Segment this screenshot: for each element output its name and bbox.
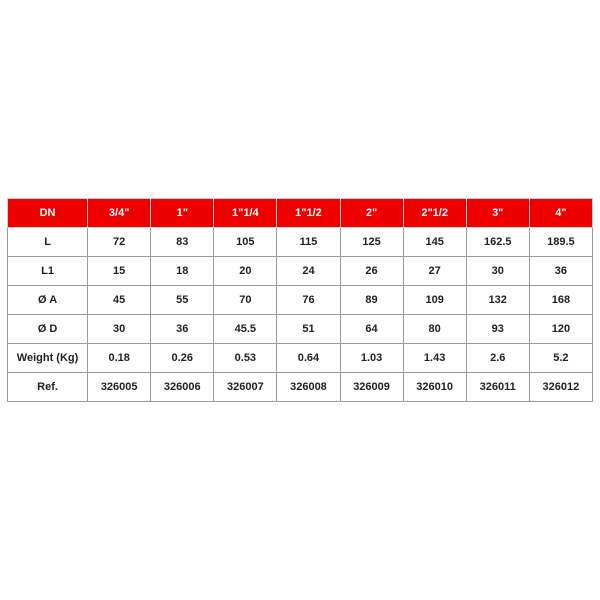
table-cell: 36 <box>151 315 214 344</box>
table-cell: 45 <box>88 286 151 315</box>
table-body <box>8 228 593 402</box>
table-cell: 145 <box>403 228 466 257</box>
table-cell: 26 <box>340 257 403 286</box>
table-cell: 326007 <box>214 373 277 402</box>
table-row-diameter-d <box>8 315 593 344</box>
table-cell: 326006 <box>151 373 214 402</box>
table-cell: 1.03 <box>340 344 403 373</box>
table-cell: 326009 <box>340 373 403 402</box>
row-label: L1 <box>8 257 88 286</box>
row-label: Ø D <box>8 315 88 344</box>
table-cell: 109 <box>403 286 466 315</box>
table-header <box>8 199 593 228</box>
table-cell: 27 <box>403 257 466 286</box>
table-row-l1 <box>8 257 593 286</box>
header-cell: 3" <box>466 199 529 228</box>
table-cell: 189.5 <box>529 228 592 257</box>
table-cell: 326010 <box>403 373 466 402</box>
table-cell: 30 <box>466 257 529 286</box>
spec-table <box>7 198 593 402</box>
header-cell: 4" <box>529 199 592 228</box>
table-cell: 30 <box>88 315 151 344</box>
table-cell: 64 <box>340 315 403 344</box>
header-cell: 1"1/4 <box>214 199 277 228</box>
row-label: L <box>8 228 88 257</box>
table-cell: 0.53 <box>214 344 277 373</box>
row-label: Ø A <box>8 286 88 315</box>
table-cell: 132 <box>466 286 529 315</box>
table-cell: 20 <box>214 257 277 286</box>
table-cell: 120 <box>529 315 592 344</box>
header-cell: 2" <box>340 199 403 228</box>
table-cell: 326011 <box>466 373 529 402</box>
table-cell: 2.6 <box>466 344 529 373</box>
table-cell: 72 <box>88 228 151 257</box>
header-cell: 1"1/2 <box>277 199 340 228</box>
table-cell: 93 <box>466 315 529 344</box>
table-row-ref <box>8 373 593 402</box>
table-cell: 115 <box>277 228 340 257</box>
table-cell: 70 <box>214 286 277 315</box>
table-cell: 51 <box>277 315 340 344</box>
table-cell: 326008 <box>277 373 340 402</box>
table-cell: 1.43 <box>403 344 466 373</box>
header-cell: 2"1/2 <box>403 199 466 228</box>
header-cell: 3/4" <box>88 199 151 228</box>
table-cell: 0.18 <box>88 344 151 373</box>
table-cell: 24 <box>277 257 340 286</box>
table-cell: 89 <box>340 286 403 315</box>
table-cell: 80 <box>403 315 466 344</box>
table-cell: 162.5 <box>466 228 529 257</box>
table-cell: 45.5 <box>214 315 277 344</box>
table-cell: 105 <box>214 228 277 257</box>
table-row-weight <box>8 344 593 373</box>
table-cell: 55 <box>151 286 214 315</box>
table-cell: 326005 <box>88 373 151 402</box>
table-cell: 0.64 <box>277 344 340 373</box>
header-cell: 1" <box>151 199 214 228</box>
row-label: Ref. <box>8 373 88 402</box>
table-cell: 76 <box>277 286 340 315</box>
table-cell: 168 <box>529 286 592 315</box>
table-cell: 5.2 <box>529 344 592 373</box>
table-cell: 0.26 <box>151 344 214 373</box>
table-row-l <box>8 228 593 257</box>
table-cell: 18 <box>151 257 214 286</box>
header-cell-dn: DN <box>8 199 88 228</box>
header-row <box>8 199 593 228</box>
row-label: Weight (Kg) <box>8 344 88 373</box>
table-cell: 15 <box>88 257 151 286</box>
table-row-diameter-a <box>8 286 593 315</box>
table-cell: 125 <box>340 228 403 257</box>
table-cell: 326012 <box>529 373 592 402</box>
table-cell: 36 <box>529 257 592 286</box>
table-cell: 83 <box>151 228 214 257</box>
